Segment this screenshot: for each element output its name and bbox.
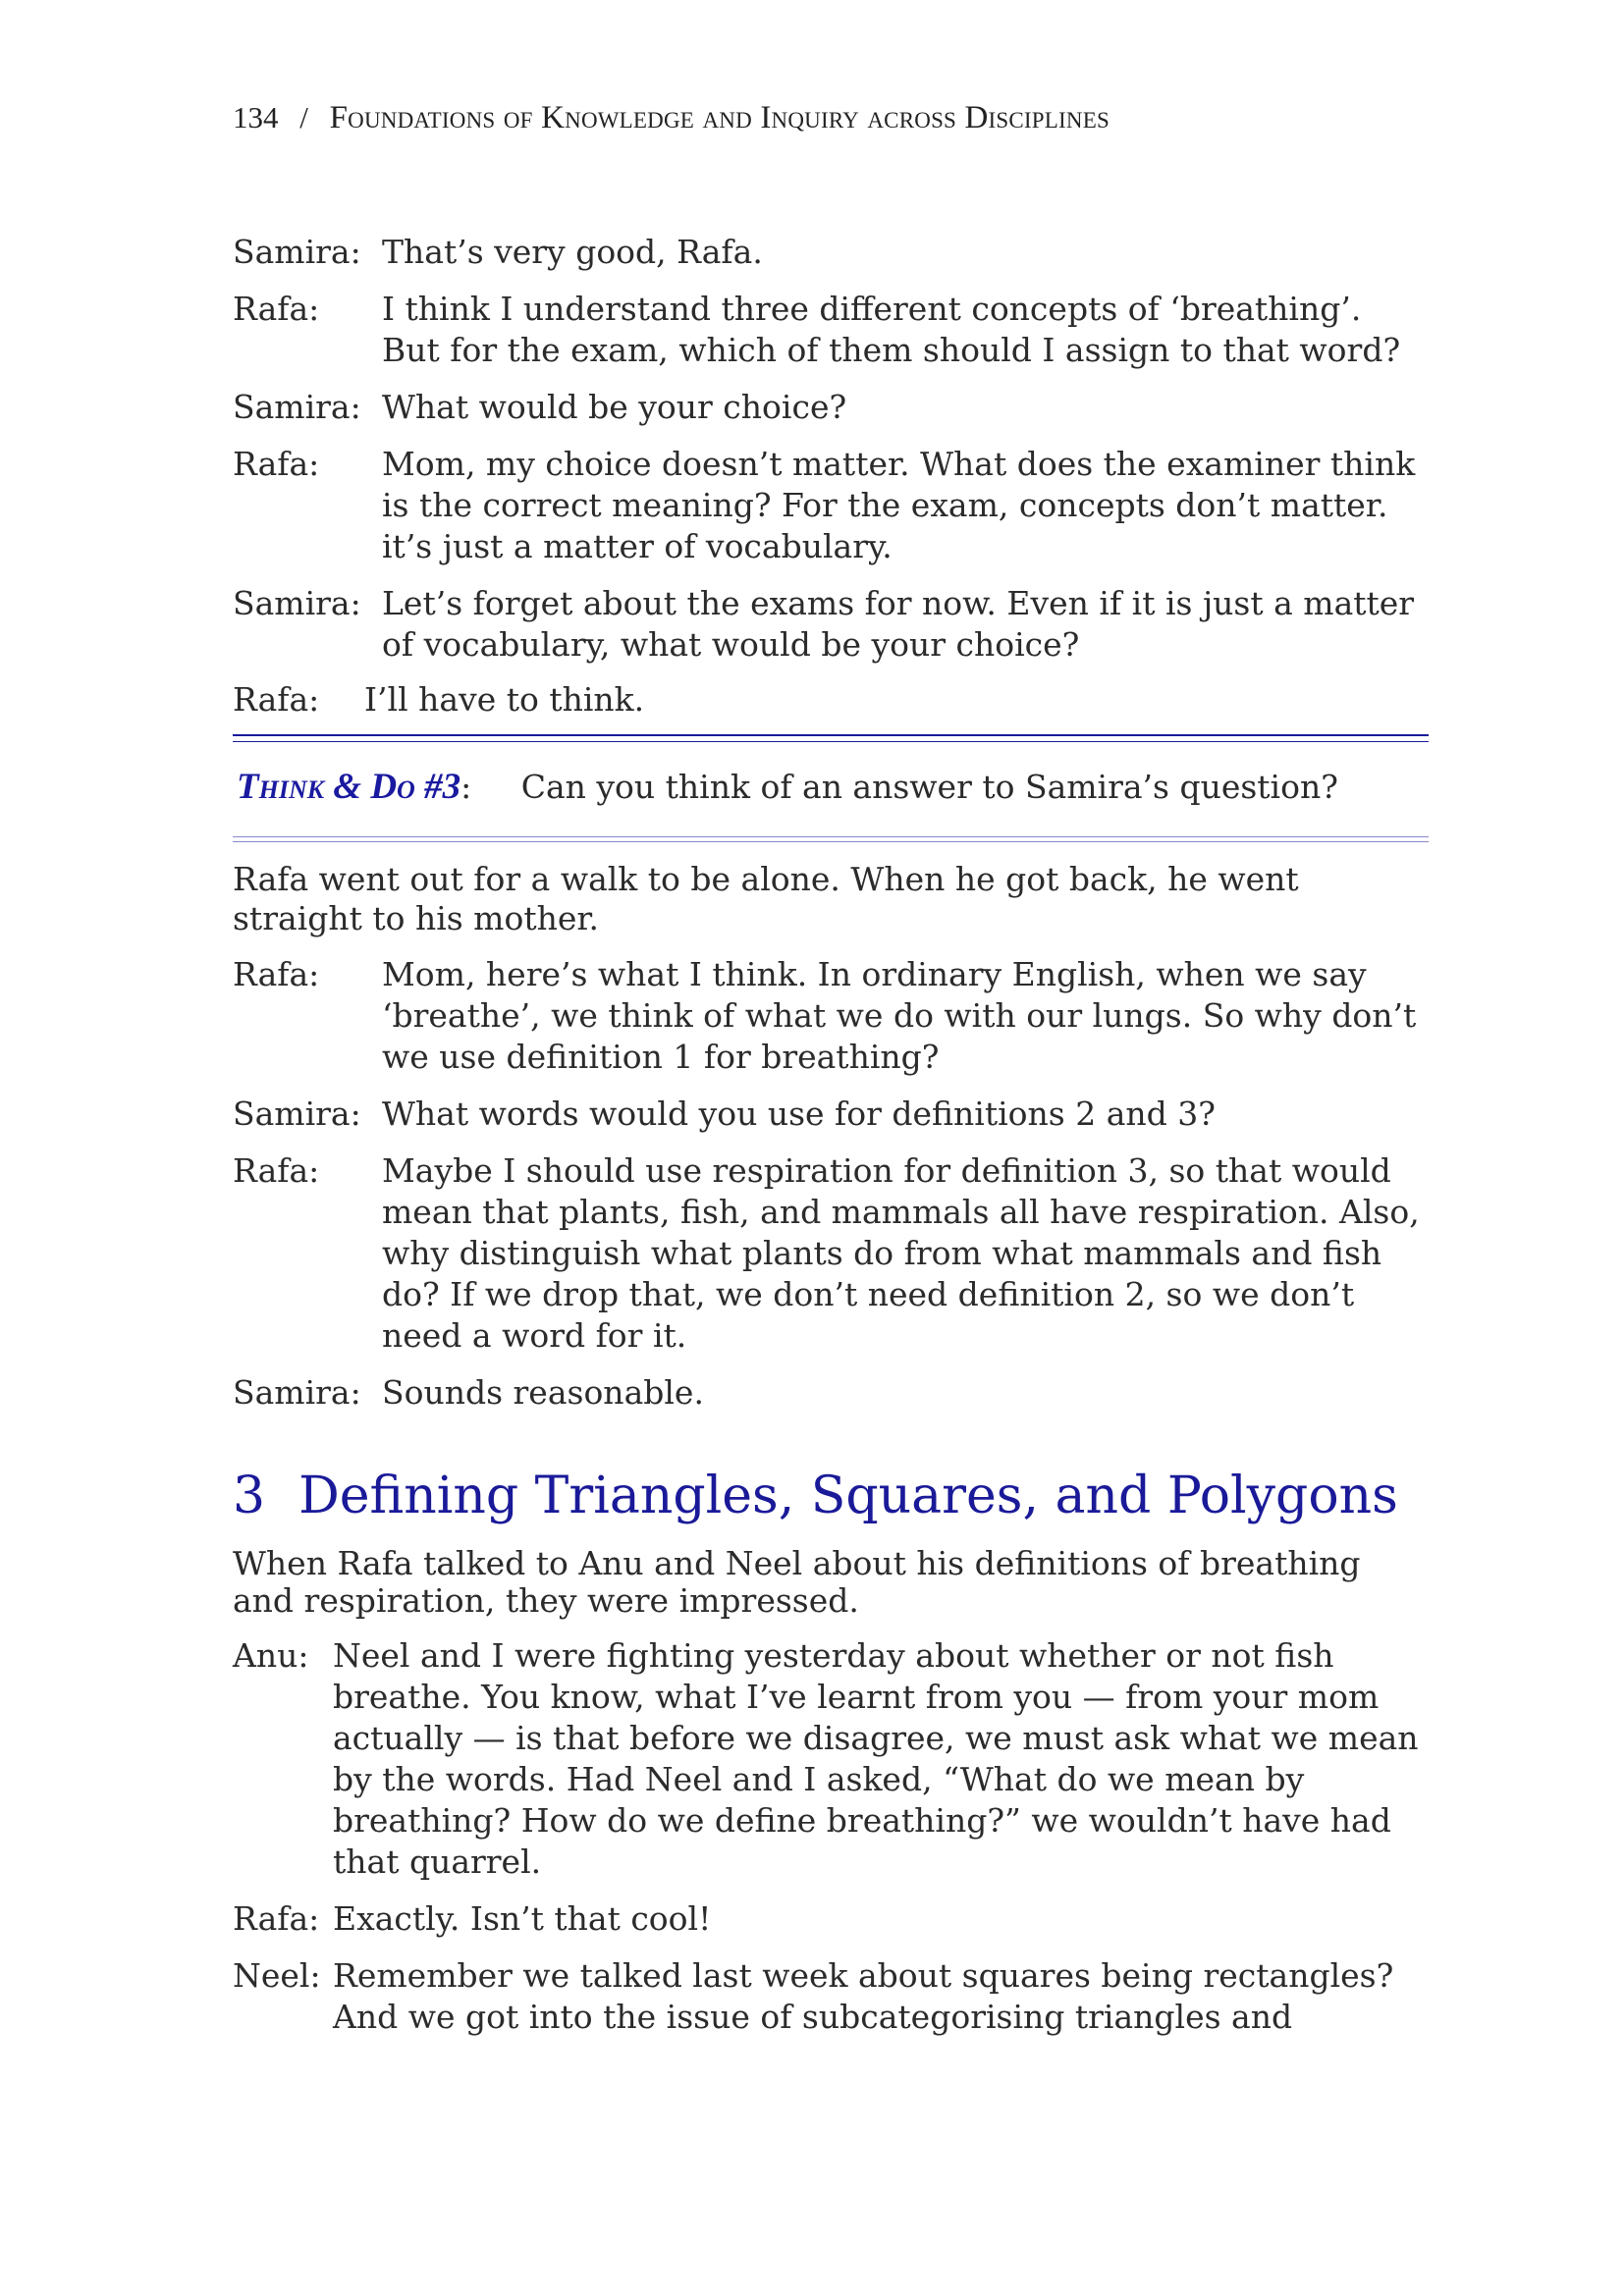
dialogue-turn: [233, 444, 1429, 567]
speech-text: I think I understand three different concepts of ‘breathing’. But for the exam, which of them should I assign to that word?: [382, 290, 1401, 369]
think-do-rule-top: [233, 734, 1429, 742]
speaker-name: Rafa:: [233, 1151, 320, 1190]
section-title: Defining Triangles, Squares, and Polygons: [298, 1467, 1398, 1525]
dialogue-turn: [233, 1094, 1429, 1135]
speaker-name: Rafa:: [233, 290, 320, 328]
book-title: Foundations of Knowledge and Inquiry across Disciplines: [329, 100, 1110, 135]
dialogue-block-3: [233, 1545, 1429, 2054]
speech-text: Mom, here’s what I think. In ordinary English, when we say ‘breathe’, we think of what we do with our lungs. So why don’t we use definition 1 for breathing?: [382, 955, 1417, 1076]
dialogue-turn: [233, 954, 1429, 1078]
dialogue-turn: [233, 1898, 1429, 1940]
speaker-name: Samira:: [233, 584, 361, 622]
speech-text: Sounds reasonable.: [382, 1373, 704, 1412]
dialogue-turn: [233, 679, 1429, 721]
speech-text: Mom, my choice doesn’t matter. What does the examiner think is the correct meaning? For the exam, concepts don’t matter. it’s just a matter of vocabulary.: [382, 445, 1416, 565]
speaker-name: Rafa:: [233, 955, 320, 993]
speech-text: Let’s forget about the exams for now. Even if it is just a matter of vocabulary, what would be your choice?: [382, 584, 1415, 664]
dialogue-turn: [233, 1955, 1429, 2038]
speech-text: Maybe I should use respiration for definition 3, so that would mean that plants, fish, and mammals all have respiration. Also, why distinguish what plants do from what mammals and fish do? If we drop that, we don’t need definition 2, so we don’t need a word for it.: [382, 1151, 1420, 1355]
dialogue-turn: [233, 232, 1429, 273]
dialogue-turn: [233, 387, 1429, 428]
page-number: 134: [233, 100, 279, 134]
dialogue-turn: [233, 583, 1429, 666]
dialogue-turn: [233, 1635, 1429, 1883]
speaker-name: Neel:: [233, 1956, 321, 1995]
speaker-name: Anu:: [233, 1636, 309, 1675]
think-do-label: Think & Do #3: [237, 767, 461, 807]
think-do-box: [237, 766, 1338, 808]
dialogue-block-1: [233, 232, 1429, 736]
dialogue-block-2: [233, 860, 1429, 1429]
think-do-question: Can you think of an answer to Samira’s question?: [520, 768, 1338, 806]
narration-paragraph: When Rafa talked to Anu and Neel about his definitions of breathing and respiration, they were impressed.: [233, 1544, 1361, 1620]
dialogue-turn: [233, 1372, 1429, 1414]
speech-text: Exactly. Isn’t that cool!: [333, 1899, 712, 1938]
speech-text: Remember we talked last week about squares being rectangles? And we got into the issue of subcategorising triangles and: [333, 1956, 1394, 2036]
narration-paragraph: Rafa went out for a walk to be alone. When he got back, he went straight to his mother.: [233, 860, 1299, 937]
speaker-name: Samira:: [233, 388, 361, 426]
speech-text: I’ll have to think.: [364, 680, 645, 719]
section-heading: [233, 1467, 1398, 1525]
section-number: 3: [233, 1467, 266, 1525]
think-do-rule-bottom: [233, 836, 1429, 842]
dialogue-turn: [233, 1150, 1429, 1357]
speaker-name: Rafa:: [233, 445, 320, 483]
speaker-name: Samira:: [233, 1373, 361, 1412]
speaker-name: Rafa:: [233, 680, 320, 719]
running-head: [233, 100, 1110, 136]
speech-text: What words would you use for definitions 2 and 3?: [382, 1095, 1216, 1133]
speech-text: Neel and I were fighting yesterday about whether or not fish breathe. You know, what I’ve learnt from you — from your mom actually — is that before we disagree, we must ask what we mean by the words. Had Neel and I asked, “What do we mean by breathing? How do we define breathing?” we wouldn’t have had that quarrel.: [333, 1636, 1419, 1881]
header-separator: /: [299, 100, 308, 134]
dialogue-turn: [233, 289, 1429, 371]
speech-text: What would be your choice?: [382, 388, 847, 426]
speaker-name: Rafa:: [233, 1899, 320, 1938]
speaker-name: Samira:: [233, 233, 361, 271]
speaker-name: Samira:: [233, 1095, 361, 1133]
think-do-colon: :: [460, 768, 472, 806]
speech-text: That’s very good, Rafa.: [382, 233, 763, 271]
